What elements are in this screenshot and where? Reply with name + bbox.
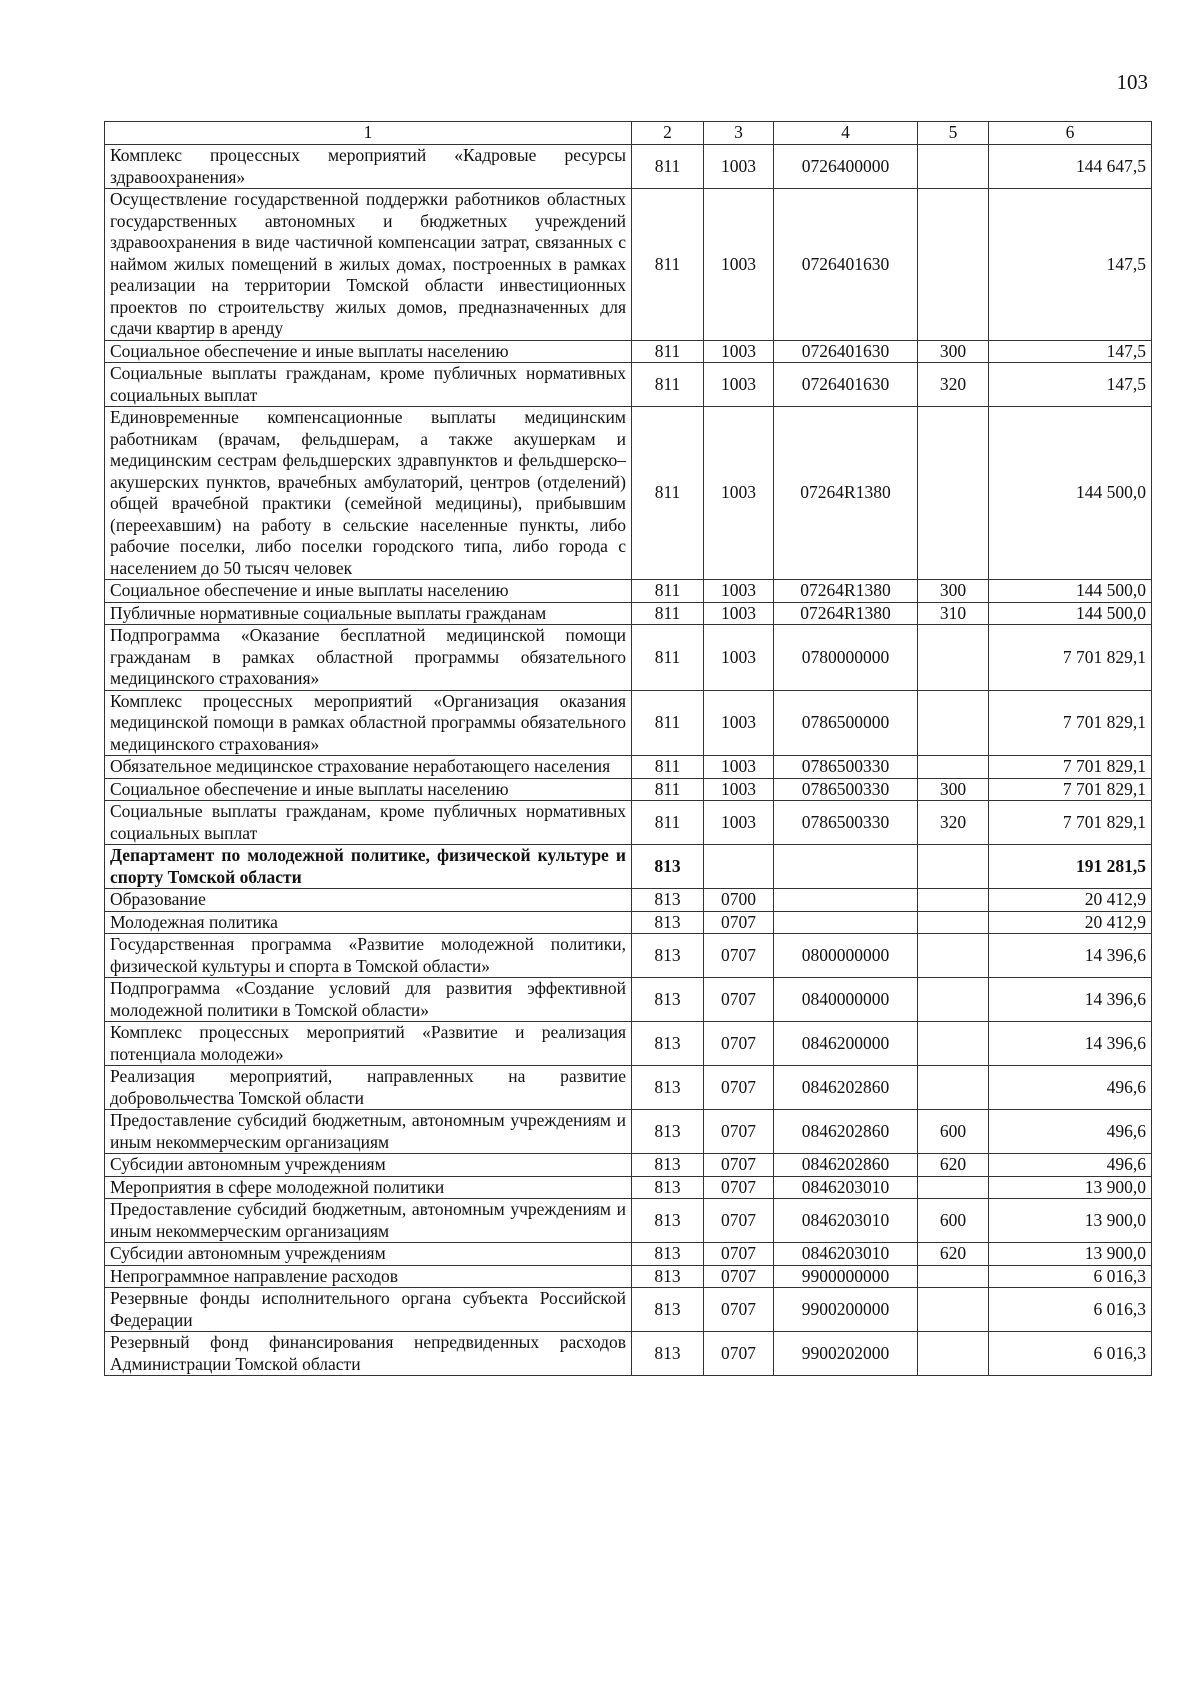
row-c3-cell: 0707 (704, 1332, 774, 1376)
row-c3-cell: 1003 (704, 145, 774, 189)
row-c5-cell (918, 1288, 989, 1332)
row-c3-cell: 0707 (704, 1066, 774, 1110)
row-c6-cell: 144 500,0 (989, 602, 1152, 625)
table-row (105, 407, 1152, 580)
row-c3-cell: 0707 (704, 934, 774, 978)
row-c3-cell: 1003 (704, 690, 774, 756)
table-row (105, 580, 1152, 603)
table-row (105, 363, 1152, 407)
row-name-cell: Подпрограмма «Оказание бесплатной медицинской помощи гражданам в рамках областной программы обязательного медицинского страхования» (105, 625, 632, 691)
row-c6-cell: 13 900,0 (989, 1176, 1152, 1199)
row-c2-cell: 811 (632, 580, 704, 603)
row-c6-cell: 13 900,0 (989, 1243, 1152, 1266)
row-c2-cell: 813 (632, 1176, 704, 1199)
row-c4-cell: 0840000000 (774, 978, 918, 1022)
row-c6-cell: 144 647,5 (989, 145, 1152, 189)
row-c4-cell: 0800000000 (774, 934, 918, 978)
table-row (105, 889, 1152, 912)
budget-table (104, 121, 1152, 1376)
table-row (105, 1332, 1152, 1376)
row-c5-cell: 600 (918, 1199, 989, 1243)
row-name-cell: Социальное обеспечение и иные выплаты населению (105, 580, 632, 603)
row-c6-cell: 14 396,6 (989, 934, 1152, 978)
row-c6-cell: 14 396,6 (989, 1022, 1152, 1066)
table-row (105, 1154, 1152, 1177)
row-name-cell: Подпрограмма «Создание условий для развития эффективной молодежной политики в Томской области» (105, 978, 632, 1022)
row-name-cell: Публичные нормативные социальные выплаты гражданам (105, 602, 632, 625)
row-c3-cell: 1003 (704, 340, 774, 363)
row-c2-cell: 813 (632, 1022, 704, 1066)
row-c6-cell: 14 396,6 (989, 978, 1152, 1022)
row-c4-cell: 0846203010 (774, 1176, 918, 1199)
row-c5-cell: 620 (918, 1154, 989, 1177)
table-row (105, 978, 1152, 1022)
row-c4-cell: 0846202860 (774, 1154, 918, 1177)
row-name-cell: Социальные выплаты гражданам, кроме публичных нормативных социальных выплат (105, 801, 632, 845)
row-c5-cell (918, 145, 989, 189)
table-row (105, 1265, 1152, 1288)
table-row (105, 1243, 1152, 1266)
row-c4-cell: 0846200000 (774, 1022, 918, 1066)
table-row (105, 1199, 1152, 1243)
row-name-cell: Предоставление субсидий бюджетным, автономным учреждениям и иным некоммерческим организациям (105, 1199, 632, 1243)
col-header-2: 2 (632, 122, 704, 145)
row-c2-cell: 811 (632, 756, 704, 779)
row-c6-cell: 147,5 (989, 363, 1152, 407)
row-c5-cell: 320 (918, 801, 989, 845)
row-c5-cell (918, 1066, 989, 1110)
row-c2-cell: 813 (632, 845, 704, 889)
table-row (105, 1066, 1152, 1110)
row-c5-cell: 320 (918, 363, 989, 407)
row-c3-cell: 0707 (704, 911, 774, 934)
row-c3-cell: 0707 (704, 978, 774, 1022)
row-name-cell: Резервные фонды исполнительного органа субъекта Российской Федерации (105, 1288, 632, 1332)
row-c4-cell: 0726401630 (774, 363, 918, 407)
row-c4-cell (774, 889, 918, 912)
row-c3-cell: 0707 (704, 1199, 774, 1243)
row-c2-cell: 811 (632, 690, 704, 756)
row-c3-cell: 0707 (704, 1110, 774, 1154)
row-c6-cell: 6 016,3 (989, 1332, 1152, 1376)
table-row (105, 145, 1152, 189)
row-c4-cell: 9900000000 (774, 1265, 918, 1288)
table-row (105, 934, 1152, 978)
table-row (105, 1110, 1152, 1154)
row-c5-cell (918, 189, 989, 341)
row-c3-cell: 1003 (704, 602, 774, 625)
row-c5-cell (918, 978, 989, 1022)
row-c5-cell: 300 (918, 778, 989, 801)
row-c2-cell: 813 (632, 1066, 704, 1110)
table-row (105, 340, 1152, 363)
row-c3-cell: 1003 (704, 189, 774, 341)
table-row (105, 1176, 1152, 1199)
row-c3-cell: 1003 (704, 580, 774, 603)
row-c6-cell: 7 701 829,1 (989, 778, 1152, 801)
row-c3-cell: 1003 (704, 801, 774, 845)
row-name-cell: Предоставление субсидий бюджетным, автономным учреждениям и иным некоммерческим организациям (105, 1110, 632, 1154)
row-c2-cell: 813 (632, 1199, 704, 1243)
row-c5-cell (918, 625, 989, 691)
row-c5-cell: 600 (918, 1110, 989, 1154)
row-name-cell: Обязательное медицинское страхование неработающего населения (105, 756, 632, 779)
row-name-cell: Социальное обеспечение и иные выплаты населению (105, 778, 632, 801)
col-header-5: 5 (918, 122, 989, 145)
table-row (105, 690, 1152, 756)
row-c3-cell: 0707 (704, 1265, 774, 1288)
page-number: 103 (1116, 70, 1148, 94)
row-name-cell: Комплекс процессных мероприятий «Кадровые ресурсы здравоохранения» (105, 145, 632, 189)
row-c3-cell (704, 845, 774, 889)
row-name-cell: Социальные выплаты гражданам, кроме публичных нормативных социальных выплат (105, 363, 632, 407)
table-row (105, 756, 1152, 779)
row-c4-cell: 0846202860 (774, 1110, 918, 1154)
row-c4-cell: 9900202000 (774, 1332, 918, 1376)
row-c6-cell: 144 500,0 (989, 580, 1152, 603)
row-c3-cell: 1003 (704, 778, 774, 801)
row-c3-cell: 0707 (704, 1288, 774, 1332)
row-c2-cell: 811 (632, 340, 704, 363)
row-c6-cell: 7 701 829,1 (989, 756, 1152, 779)
row-c4-cell: 0786500330 (774, 801, 918, 845)
row-c3-cell: 0707 (704, 1154, 774, 1177)
row-c5-cell (918, 845, 989, 889)
row-c4-cell: 0846202860 (774, 1066, 918, 1110)
row-c5-cell (918, 690, 989, 756)
row-c6-cell: 6 016,3 (989, 1288, 1152, 1332)
table-row (105, 778, 1152, 801)
row-c6-cell: 496,6 (989, 1154, 1152, 1177)
row-c5-cell (918, 756, 989, 779)
row-name-cell: Непрограммное направление расходов (105, 1265, 632, 1288)
row-name-cell: Субсидии автономным учреждениям (105, 1243, 632, 1266)
row-c2-cell: 813 (632, 1243, 704, 1266)
row-c6-cell: 20 412,9 (989, 889, 1152, 912)
row-c5-cell (918, 1022, 989, 1066)
row-c6-cell: 147,5 (989, 340, 1152, 363)
row-c6-cell: 191 281,5 (989, 845, 1152, 889)
row-c4-cell: 0846203010 (774, 1243, 918, 1266)
row-c4-cell: 0780000000 (774, 625, 918, 691)
row-c2-cell: 811 (632, 625, 704, 691)
row-c5-cell (918, 407, 989, 580)
row-c4-cell: 0726401630 (774, 340, 918, 363)
row-c2-cell: 813 (632, 1288, 704, 1332)
table-row (105, 801, 1152, 845)
row-name-cell: Осуществление государственной поддержки работников областных государственных автономных и бюджетных учреждений здравоохранения в виде частичной компенсации затрат, связанных с наймом жилых помещений в жилых домах, построенных в рамках реализации на территории Томской области инвестиционных проектов по строительству жилых домов, предназначенных для сдачи квартир в аренду (105, 189, 632, 341)
row-c2-cell: 813 (632, 1154, 704, 1177)
row-c4-cell (774, 845, 918, 889)
row-name-cell: Комплекс процессных мероприятий «Организация оказания медицинской помощи в рамках областной программы обязательного медицинского страхования» (105, 690, 632, 756)
row-c5-cell (918, 934, 989, 978)
row-name-cell: Социальное обеспечение и иные выплаты населению (105, 340, 632, 363)
row-c5-cell (918, 1332, 989, 1376)
col-header-6: 6 (989, 122, 1152, 145)
row-c3-cell: 0700 (704, 889, 774, 912)
row-c6-cell: 20 412,9 (989, 911, 1152, 934)
row-c2-cell: 813 (632, 1332, 704, 1376)
row-c6-cell: 7 701 829,1 (989, 690, 1152, 756)
row-name-cell: Резервный фонд финансирования непредвиденных расходов Администрации Томской области (105, 1332, 632, 1376)
row-c2-cell: 811 (632, 363, 704, 407)
row-c4-cell: 9900200000 (774, 1288, 918, 1332)
row-c3-cell: 1003 (704, 625, 774, 691)
row-c4-cell: 07264R1380 (774, 580, 918, 603)
row-c3-cell: 0707 (704, 1243, 774, 1266)
row-name-cell: Единовременные компенсационные выплаты медицинским работникам (врачам, фельдшерам, а также акушеркам и медицинским сестрам фельдшерских здравпунктов и фельдшерско–акушерских пунктов, врачебных амбулаторий, центров (отделений) общей врачебной практики (семейной медицины), прибывшим (переехавшим) на работу в сельские населенные пункты, либо рабочие поселки, либо поселки городского типа, либо города с населением до 50 тысяч человек (105, 407, 632, 580)
row-c4-cell: 07264R1380 (774, 602, 918, 625)
row-name-cell: Государственная программа «Развитие молодежной политики, физической культуры и спорта в Томской области» (105, 934, 632, 978)
row-c2-cell: 811 (632, 145, 704, 189)
row-c4-cell: 0786500330 (774, 756, 918, 779)
row-c3-cell: 1003 (704, 756, 774, 779)
row-c5-cell (918, 911, 989, 934)
row-name-cell: Образование (105, 889, 632, 912)
col-header-1: 1 (105, 122, 632, 145)
row-c6-cell: 496,6 (989, 1110, 1152, 1154)
header-row (105, 122, 1152, 145)
row-c2-cell: 813 (632, 1110, 704, 1154)
row-c6-cell: 7 701 829,1 (989, 801, 1152, 845)
row-c2-cell: 813 (632, 934, 704, 978)
row-c4-cell: 0726401630 (774, 189, 918, 341)
row-c5-cell: 300 (918, 580, 989, 603)
row-c6-cell: 147,5 (989, 189, 1152, 341)
col-header-3: 3 (704, 122, 774, 145)
row-name-cell: Молодежная политика (105, 911, 632, 934)
row-c5-cell: 300 (918, 340, 989, 363)
table-row (105, 911, 1152, 934)
row-c5-cell (918, 889, 989, 912)
row-c6-cell: 496,6 (989, 1066, 1152, 1110)
row-c5-cell: 310 (918, 602, 989, 625)
row-c2-cell: 813 (632, 1265, 704, 1288)
row-c4-cell: 07264R1380 (774, 407, 918, 580)
row-c3-cell: 0707 (704, 1176, 774, 1199)
row-name-cell: Субсидии автономным учреждениям (105, 1154, 632, 1177)
row-c6-cell: 13 900,0 (989, 1199, 1152, 1243)
row-name-cell: Комплекс процессных мероприятий «Развитие и реализация потенциала молодежи» (105, 1022, 632, 1066)
row-c2-cell: 811 (632, 602, 704, 625)
row-name-cell: Департамент по молодежной политике, физической культуре и спорту Томской области (105, 845, 632, 889)
row-c5-cell (918, 1265, 989, 1288)
row-c3-cell: 1003 (704, 407, 774, 580)
row-c4-cell: 0786500330 (774, 778, 918, 801)
row-c5-cell (918, 1176, 989, 1199)
row-c2-cell: 811 (632, 801, 704, 845)
row-c2-cell: 813 (632, 889, 704, 912)
row-name-cell: Реализация мероприятий, направленных на развитие добровольчества Томской области (105, 1066, 632, 1110)
row-c4-cell: 0786500000 (774, 690, 918, 756)
row-c4-cell: 0726400000 (774, 145, 918, 189)
row-c6-cell: 144 500,0 (989, 407, 1152, 580)
row-c4-cell: 0846203010 (774, 1199, 918, 1243)
row-c3-cell: 1003 (704, 363, 774, 407)
table-row (105, 1288, 1152, 1332)
table-row (105, 189, 1152, 341)
table-row (105, 845, 1152, 889)
row-c2-cell: 813 (632, 978, 704, 1022)
row-c2-cell: 811 (632, 778, 704, 801)
row-c5-cell: 620 (918, 1243, 989, 1266)
row-c3-cell: 0707 (704, 1022, 774, 1066)
row-c6-cell: 7 701 829,1 (989, 625, 1152, 691)
col-header-4: 4 (774, 122, 918, 145)
row-c6-cell: 6 016,3 (989, 1265, 1152, 1288)
row-name-cell: Мероприятия в сфере молодежной политики (105, 1176, 632, 1199)
table-row (105, 625, 1152, 691)
row-c2-cell: 811 (632, 407, 704, 580)
row-c4-cell (774, 911, 918, 934)
table-body (105, 145, 1152, 1376)
row-c2-cell: 811 (632, 189, 704, 341)
row-c2-cell: 813 (632, 911, 704, 934)
table-row (105, 602, 1152, 625)
table-row (105, 1022, 1152, 1066)
